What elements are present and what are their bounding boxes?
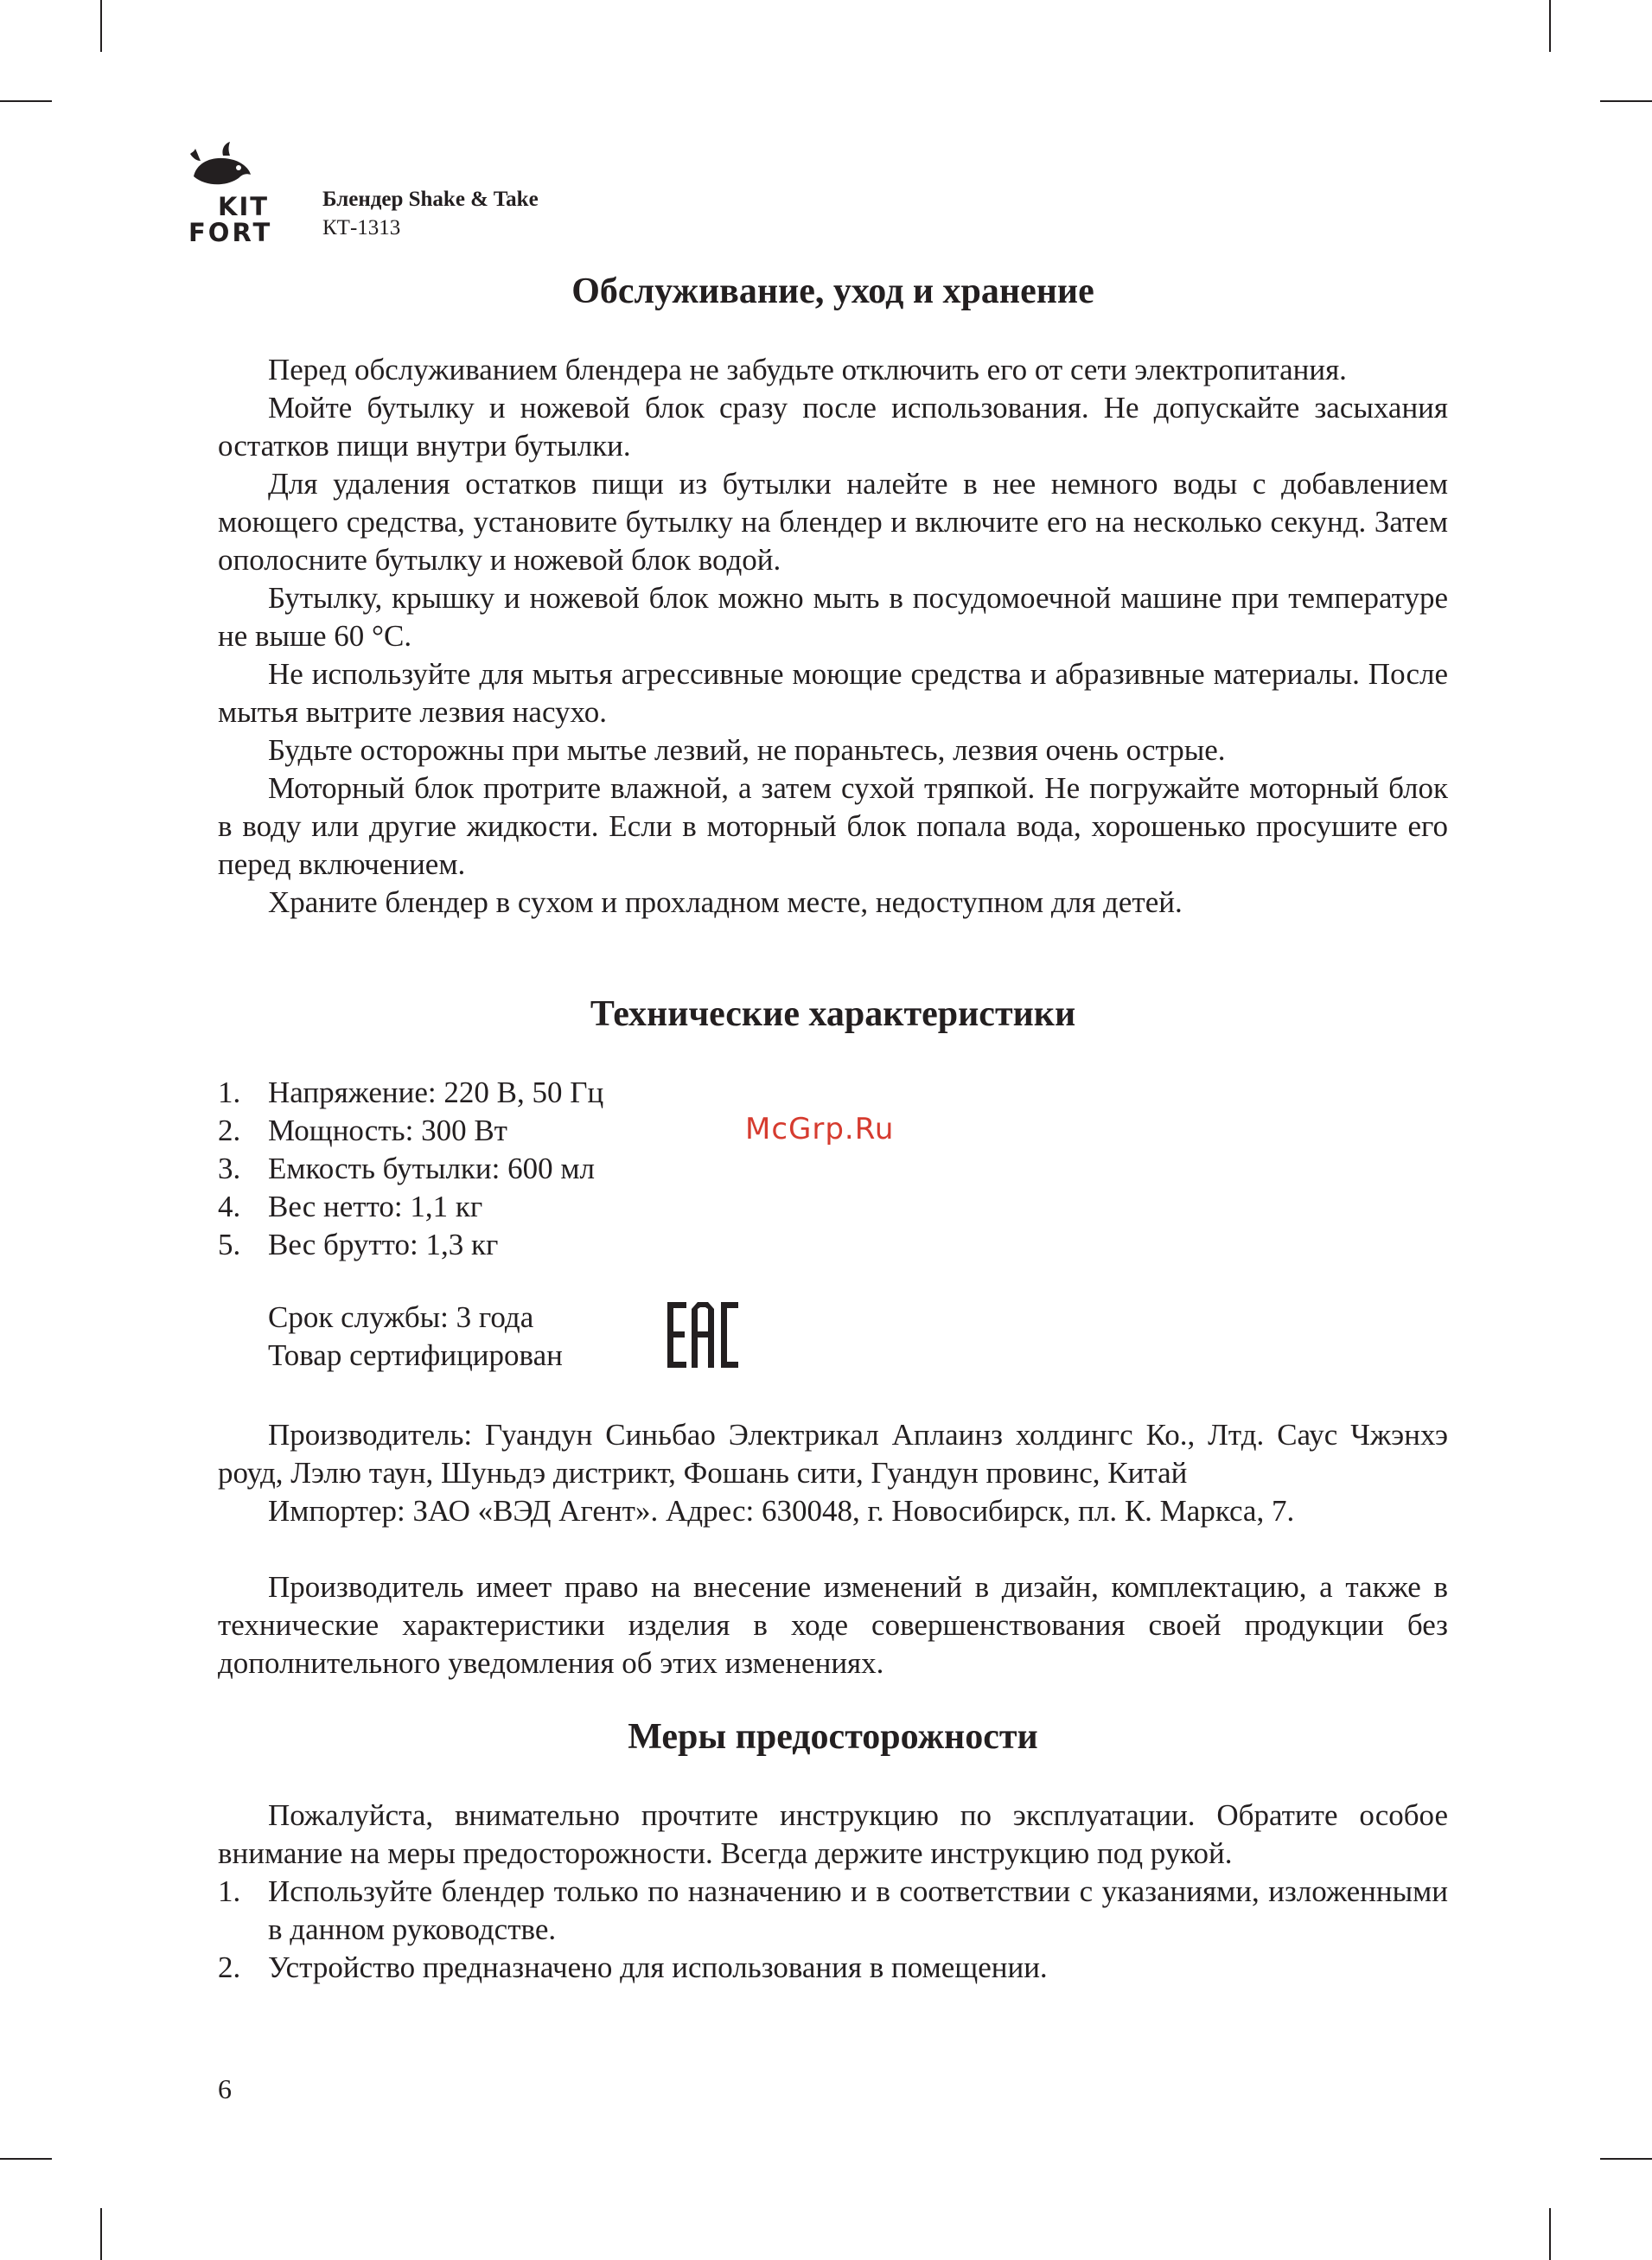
manufacturer-info: Производитель: Гуандун Синьбао Электрикал Аплаинз холдингс Ко., Лтд. Саус Чжэнхэ роуд, Лэлю таун, Шуньдэ дистрикт, Фошань сити, Гуандун провинс, Китай xyxy=(218,1418,1448,1490)
header-product-info xyxy=(322,185,539,242)
eac-mark-icon xyxy=(666,1300,740,1369)
disclaimer-block xyxy=(218,1568,1448,1682)
service-info xyxy=(268,1299,563,1375)
precaution-item: 1. Используйте блендер только по назначению и в соответствии с указаниями, изложенными в данном руководстве. xyxy=(218,1874,1448,1946)
care-title: Обслуживание, уход и хранение xyxy=(571,271,1094,311)
certification-note: Товар сертифицирован xyxy=(268,1338,563,1372)
crop-mark xyxy=(1600,100,1652,102)
crop-mark xyxy=(1600,2158,1652,2160)
care-paragraph: Будьте осторожны при мытье лезвий, не пораньтесь, лезвия очень острые. xyxy=(268,733,1226,767)
spec-item: 4. Вес нетто: 1,1 кг xyxy=(218,1190,483,1223)
service-life: Срок службы: 3 года xyxy=(268,1300,534,1334)
spec-item: 5. Вес брутто: 1,3 кг xyxy=(218,1228,499,1261)
specs-list xyxy=(218,1074,1448,1264)
care-paragraph: Для удаления остатков пищи из бутылки налейте в нее немного воды с добавлением моющего средства, установите бутылку на блендер и включите его на несколько секунд. Затем ополосните бутылку и ножевой блок водой. xyxy=(218,467,1448,577)
precautions-list xyxy=(218,1873,1448,1987)
precautions-title: Меры предосторожности xyxy=(628,1717,1038,1757)
disclaimer-text: Производитель имеет право на внесение изменений в дизайн, комплектацию, а также в технические характеристики изделия в ходе совершенствования своей продукции без дополнительного уведомления об этих изменениях. xyxy=(218,1570,1448,1680)
kitfort-logo xyxy=(188,138,309,247)
page-number: 6 xyxy=(218,2073,232,2104)
company-info xyxy=(218,1416,1448,1530)
care-section xyxy=(218,351,1448,922)
crop-mark xyxy=(1549,0,1551,52)
care-paragraph: Мойте бутылку и ножевой блок сразу после использования. Не допускайте засыхания остатков пищи внутри бутылки. xyxy=(218,391,1448,463)
crop-mark xyxy=(100,0,102,52)
crop-mark xyxy=(0,2158,52,2160)
precautions-section xyxy=(218,1797,1448,1987)
care-paragraph: Моторный блок протрите влажной, а затем сухой тряпкой. Не погружайте моторный блок в воду или другие жидкости. Если в моторный блок попала вода, хорошенько просушите его перед включением. xyxy=(218,771,1448,881)
whale-icon xyxy=(188,138,258,190)
crop-mark xyxy=(0,100,52,102)
importer-info: Импортер: ЗАО «ВЭД Агент». Адрес: 630048, г. Новосибирск, пл. К. Маркса, 7. xyxy=(268,1494,1295,1528)
care-paragraph: Храните блендер в сухом и прохладном месте, недоступном для детей. xyxy=(268,885,1183,919)
care-paragraph: Бутылку, крышку и ножевой блок можно мыть в посудомоечной машине при температуре не выше 60 °С. xyxy=(218,581,1448,653)
spec-item: 3. Емкость бутылки: 600 мл xyxy=(218,1152,595,1185)
precaution-item: 2. Устройство предназначено для использования в помещении. xyxy=(218,1950,1048,1984)
spec-item: 2. Мощность: 300 Вт xyxy=(218,1114,507,1147)
brand-line-1: KIT xyxy=(218,192,270,221)
watermark: McGrp.Ru xyxy=(745,1112,895,1146)
crop-mark xyxy=(1549,2208,1551,2260)
brand-line-2: FORT xyxy=(188,218,273,247)
care-paragraph: Перед обслуживанием блендера не забудьте отключить его от сети электропитания. xyxy=(268,353,1347,386)
precautions-intro: Пожалуйста, внимательно прочтите инструкцию по эксплуатации. Обратите особое внимание на меры предосторожности. Всегда держите инструкцию под рукой. xyxy=(218,1798,1448,1870)
product-name: Блендер Shake & Take xyxy=(322,188,539,211)
specs-title: Технические характеристики xyxy=(590,994,1076,1034)
crop-mark xyxy=(100,2208,102,2260)
care-paragraph: Не используйте для мытья агрессивные моющие средства и абразивные материалы. После мытья вытрите лезвия насухо. xyxy=(218,657,1448,729)
model-number: КТ-1313 xyxy=(322,216,401,239)
spec-item: 1. Напряжение: 220 В, 50 Гц xyxy=(218,1076,604,1109)
specs-list-container xyxy=(218,1074,1448,1264)
